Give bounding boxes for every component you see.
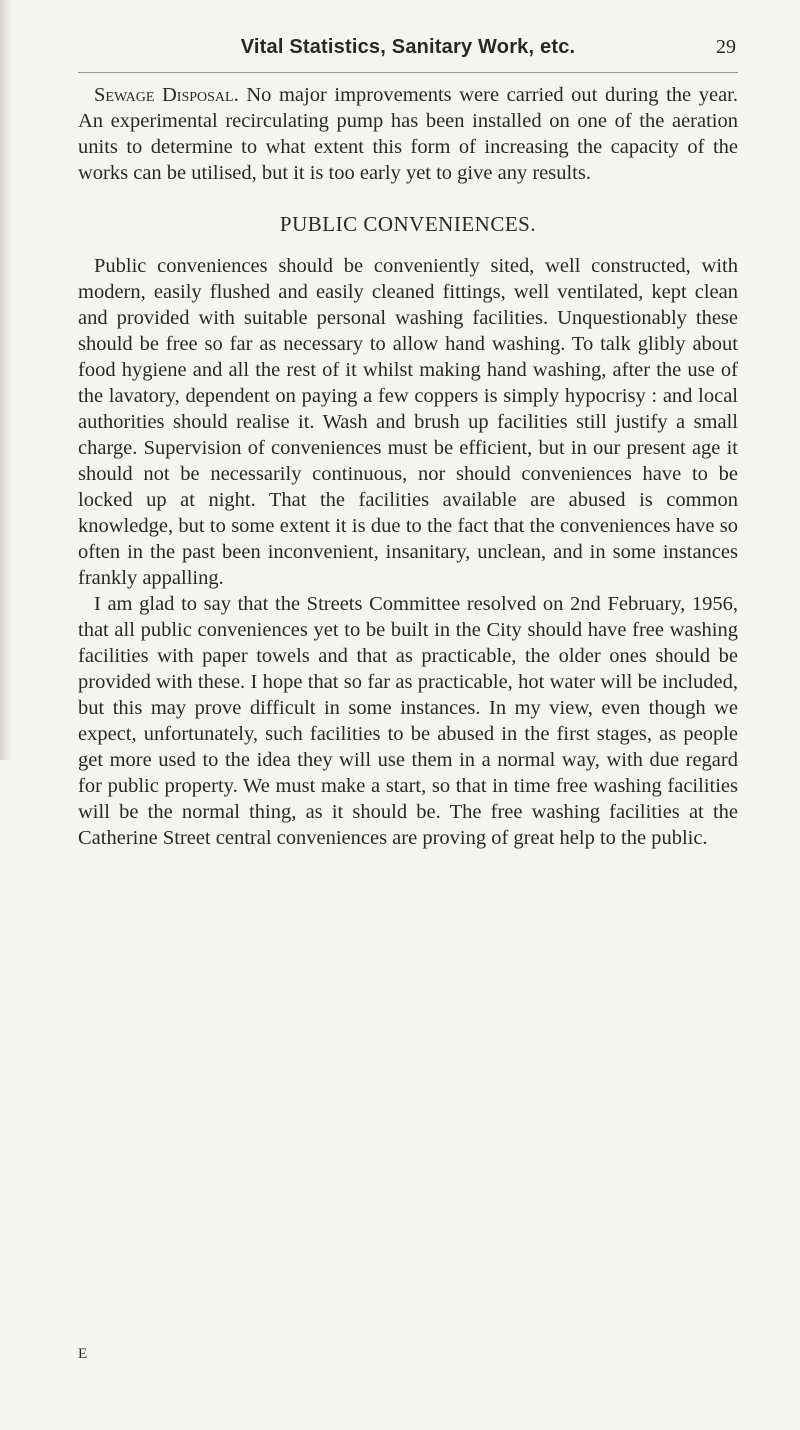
page-number: 29 [716,36,736,58]
sewage-disposal-text: No major improvements were carried out during the year. An experimental recirculating pump has been installed on one of the aeration units to determine to what extent this form of increasing the capacity of the works can be utilised, but it is too early yet to give any results. [78,84,738,184]
conveniences-paragraph-1: Public conveniences should be conveniently sited, well constructed, with modern, easily flushed and easily cleaned fittings, well ventilated, kept clean and provided with suitable personal washing facilities. Unquestionably these should be free so far as necessary to allow hand washing. To talk glibly about food hygiene and all the rest of it whilst making hand washing, after the use of the lavatory, dependent on paying a few coppers is simply hypocrisy : and local authorities should realise it. Wash and brush up facilities still justify a small charge. Supervision of conveniences must be efficient, but in our present age it should not be necessarily continuous, nor should conveniences have to be locked up at night. That the facilities available are abused is common knowledge, but to some extent it is due to the fact that the conveniences have so often in the past been inconvenient, insanitary, unclean, and in some instances frankly appalling. [78,255,738,589]
signature-mark: E [78,1346,88,1362]
sewage-disposal-lead: Sewage Disposal. [94,84,239,106]
page-body [78,82,738,851]
running-header [78,36,738,66]
section-heading-public-conveniences: PUBLIC CONVENIENCES. [279,212,537,236]
binding-shadow [0,0,12,760]
conveniences-paragraph-2: I am glad to say that the Streets Committee resolved on 2nd February, 1956, that all public conveniences yet to be built in the City should have free washing facilities with paper towels and that as practicable, the older ones should be provided with these. I hope that so far as practicable, hot water will be included, but this may prove difficult in some instances. In my view, even though we expect, unfortunately, such facilities to be abused in the first stages, as people get more used to the idea they will use them in a normal way, with due regard for public property. We must make a start, so that in time free washing facilities will be the normal thing, as it should be. The free washing facilities at the Catherine Street central conveniences are proving of great help to the public. [78,593,738,849]
header-rule [78,72,738,73]
sewage-disposal-paragraph [78,82,738,186]
running-title: Vital Statistics, Sanitary Work, etc. [240,36,576,58]
